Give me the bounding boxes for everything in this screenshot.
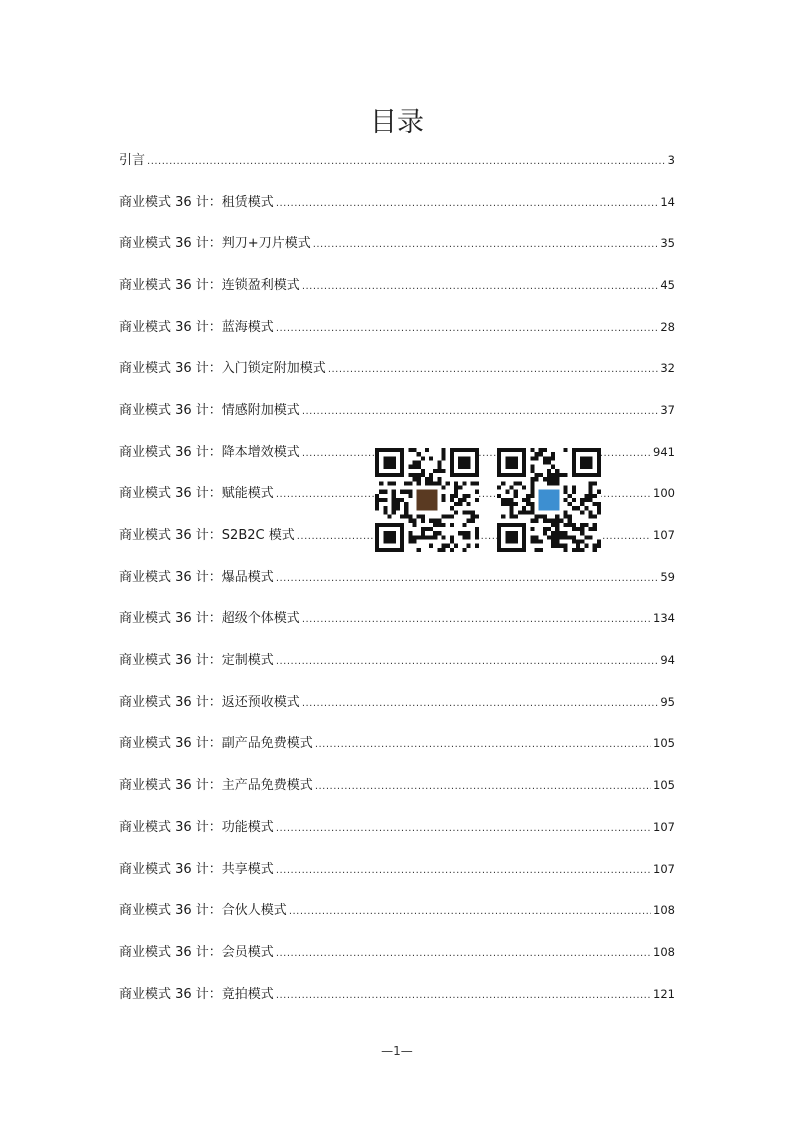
page-title: 目录 [370, 107, 424, 138]
toc-entry-title: 商业模式 36 计：降本增效模式 [119, 444, 300, 460]
toc-entry-page: 108 [653, 903, 675, 918]
toc-entry-title: 商业模式 36 计：合伙人模式 [119, 903, 287, 919]
qr-code-left [375, 448, 479, 552]
toc-dot-leader [328, 360, 659, 380]
toc-dot-leader [276, 986, 651, 1006]
toc-entry[interactable] [119, 358, 675, 400]
toc-entry-page: 134 [653, 611, 675, 626]
toc-entry[interactable] [119, 650, 675, 692]
toc-dot-leader [276, 194, 659, 214]
toc-dot-leader [276, 652, 659, 672]
toc-dot-leader [276, 319, 659, 339]
toc-entry-page: 107 [653, 819, 675, 834]
toc-entry-page: 107 [653, 528, 675, 542]
toc-entry[interactable] [119, 192, 675, 234]
toc-dot-leader [315, 777, 651, 797]
toc-dot-leader [147, 152, 666, 172]
toc-entry-title: 商业模式 36 计：赋能模式 [119, 486, 274, 502]
toc-dot-leader [276, 861, 651, 881]
toc-entry-page: 35 [660, 236, 675, 251]
toc-dot-leader [276, 944, 651, 964]
toc-entry[interactable] [119, 400, 675, 442]
toc-entry-title: 商业模式 36 计：竟拍模式 [119, 986, 274, 1002]
toc-dot-leader [302, 610, 651, 630]
toc-dot-leader [276, 819, 651, 839]
toc-entry-page: 28 [660, 319, 675, 334]
toc-entry-page: 59 [660, 569, 675, 584]
toc-entry-page: 32 [660, 361, 675, 376]
toc-entry-page: 45 [660, 277, 675, 292]
toc-entry-title: 商业模式 36 计：副产品免费模式 [119, 736, 313, 752]
toc-entry[interactable] [119, 984, 675, 1026]
toc-entry-page: 105 [653, 736, 675, 751]
toc-entry[interactable] [119, 942, 675, 984]
toc-entry[interactable] [119, 692, 675, 734]
toc-entry-title: 商业模式 36 计：连锁盈利模式 [119, 277, 300, 293]
toc-entry-title: 商业模式 36 计：租赁模式 [119, 194, 274, 210]
toc-entry-page: 941 [653, 444, 675, 459]
toc-entry-page: 3 [667, 153, 675, 167]
toc-entry-page: 107 [653, 861, 675, 876]
toc-entry-title: 商业模式 36 计：会员模式 [119, 944, 274, 960]
toc-entry-title: 商业模式 36 计：判刀+刀片模式 [119, 236, 311, 252]
toc-dot-leader [302, 694, 659, 714]
qr-code-icon [375, 448, 479, 552]
toc-entry-title: 商业模式 36 计：爆品模式 [119, 569, 274, 585]
toc-entry[interactable] [119, 317, 675, 359]
toc-entry-page: 100 [653, 486, 675, 501]
toc-entry-title: 商业模式 36 计：主产品免费模式 [119, 778, 313, 794]
toc-entry-page: 37 [660, 402, 675, 417]
toc-entry[interactable] [119, 567, 675, 609]
toc-entry[interactable] [119, 900, 675, 942]
toc-entry[interactable] [119, 859, 675, 901]
toc-entry[interactable] [119, 608, 675, 650]
qr-code-icon [497, 448, 601, 552]
page-number-footer: —1— [381, 1044, 413, 1058]
toc-entry-page: 94 [660, 653, 675, 668]
toc-entry[interactable] [119, 233, 675, 275]
toc-entry-title: 商业模式 36 计：蓝海模式 [119, 319, 274, 335]
toc-entry-page: 14 [660, 194, 675, 209]
toc-entry-title: 商业模式 36 计：定制模式 [119, 653, 274, 669]
toc-entry-title: 商业模式 36 计：功能模式 [119, 819, 274, 835]
toc-dot-leader [315, 735, 651, 755]
toc-entry-page: 108 [653, 944, 675, 959]
toc-dot-leader [302, 402, 659, 422]
toc-entry-title: 商业模式 36 计：情感附加模式 [119, 402, 300, 418]
toc-dot-leader [313, 235, 659, 255]
toc-entry-title: 商业模式 36 计：S2B2C 模式 [119, 528, 295, 543]
qr-code-right [497, 448, 601, 552]
toc-dot-leader [302, 277, 659, 297]
toc-entry-page: 105 [653, 778, 675, 793]
toc-entry[interactable] [119, 817, 675, 859]
toc-entry[interactable] [119, 775, 675, 817]
toc-entry[interactable] [119, 275, 675, 317]
toc-entry-title: 商业模式 36 计：共享模式 [119, 861, 274, 877]
toc-dot-leader [289, 902, 651, 922]
toc-dot-leader [276, 569, 659, 589]
toc-entry[interactable] [119, 733, 675, 775]
toc-entry-page: 121 [653, 986, 675, 1001]
table-of-contents [119, 150, 675, 1025]
toc-entry-title: 商业模式 36 计：入门锁定附加模式 [119, 361, 326, 377]
toc-entry-page: 95 [660, 694, 675, 709]
toc-entry-title: 商业模式 36 计：超级个体模式 [119, 611, 300, 627]
toc-entry-title: 商业模式 36 计：返还预收模式 [119, 694, 300, 710]
toc-entry[interactable] [119, 150, 675, 192]
toc-entry-title: 引言 [119, 153, 146, 168]
